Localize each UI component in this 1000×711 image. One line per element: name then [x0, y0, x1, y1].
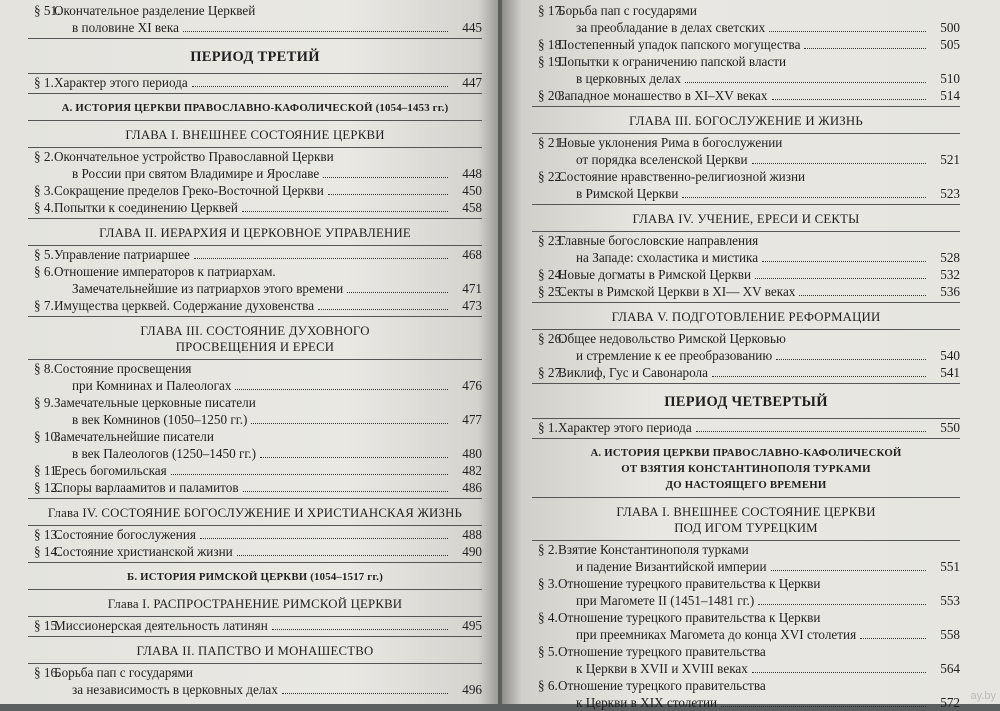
toc-block: [532, 106, 960, 202]
entry-title-line: Сокращение пределов Греко-Восточной Церкви: [54, 183, 324, 198]
toc-block: [28, 2, 482, 36]
page-number: 450: [462, 183, 482, 198]
section-heading: ПЕРИОД ЧЕТВЕРТЫЙ: [664, 394, 828, 410]
toc-entry[interactable]: [28, 2, 482, 36]
paragraph-number: § 12.: [34, 480, 61, 495]
toc-entry[interactable]: [532, 168, 960, 202]
entry-title-line: при Комнинах и Палеологах: [72, 378, 232, 393]
entry-title-line: Миссионерская деятельность латинян: [54, 618, 268, 633]
section-rule: [532, 106, 960, 107]
entry-title-line: Отношение турецкого правительства: [558, 644, 766, 659]
dot-leader: [171, 474, 448, 475]
page-number: 550: [940, 420, 960, 435]
section-heading: Б. ИСТОРИЯ РИМСКОЙ ЦЕРКВИ (1054–1517 гг.): [126, 571, 383, 583]
toc-entry[interactable]: [532, 2, 960, 36]
toc-entry[interactable]: [28, 148, 482, 182]
page-number: 486: [462, 480, 482, 495]
paragraph-number: § 11.: [34, 463, 60, 478]
section-heading: ГЛАВА II. ПАПСТВО И МОНАШЕСТВО: [136, 644, 374, 658]
section-rule: [532, 302, 960, 303]
dot-leader: [752, 672, 926, 673]
paragraph-number: § 16.: [34, 665, 61, 680]
entry-title-line: Замечательные церковные писатели: [54, 395, 256, 410]
toc-entry[interactable]: [532, 36, 960, 53]
entry-title-line: Новые догматы в Римской Церкви: [558, 267, 752, 282]
dot-leader: [183, 31, 448, 32]
page-number: 558: [940, 627, 960, 642]
left-page: [0, 0, 498, 704]
entry-title-line: Западное монашество в XI–XV веках: [558, 88, 768, 103]
left-toc: [28, 2, 482, 698]
entry-title-line: Окончательное устройство Православной Церкви: [54, 149, 334, 164]
entry-title-line: на Западе: схоластика и мистика: [576, 250, 759, 265]
toc-entry[interactable]: [532, 575, 960, 609]
entry-title-line: Состояние нравственно-религиозной жизни: [558, 169, 806, 184]
entry-title-line: Борьба пап с государями: [54, 665, 193, 680]
toc-block: [532, 302, 960, 381]
dot-leader: [772, 99, 927, 100]
section-rule: [28, 562, 482, 563]
dot-leader: [200, 538, 448, 539]
page-number: 521: [940, 152, 960, 167]
entry-title-line: от порядка вселенской Церкви: [576, 152, 748, 167]
dot-leader: [251, 423, 448, 424]
paragraph-number: § 26.: [538, 331, 565, 346]
dot-leader: [235, 389, 448, 390]
page-number: 564: [940, 661, 960, 676]
dot-leader: [347, 292, 448, 293]
paragraph-number: § 20.: [538, 88, 565, 103]
section-heading: А. ИСТОРИЯ ЦЕРКВИ ПРАВОСЛАВНО-КАФОЛИЧЕСКОЙ (1054–1453 гг.): [61, 102, 449, 114]
toc-entry[interactable]: [28, 617, 482, 634]
toc-block: [28, 636, 482, 698]
page-number: 445: [462, 20, 482, 35]
dot-leader: [762, 261, 926, 262]
section-rule: [28, 498, 482, 499]
toc-block: [28, 38, 482, 91]
dot-leader: [682, 197, 926, 198]
toc-entry[interactable]: [532, 87, 960, 104]
dot-leader: [194, 258, 448, 259]
entry-title-line: Секты в Римской Церкви в XI— XV веках: [558, 284, 796, 299]
paragraph-number: § 27.: [538, 365, 565, 380]
dot-leader: [712, 376, 926, 377]
page-number: 536: [940, 284, 960, 299]
page-number: 495: [462, 618, 482, 633]
paragraph-number: § 8.: [34, 361, 54, 376]
toc-block: [532, 438, 960, 493]
entry-title-line: в церковных делах: [576, 71, 681, 86]
dot-leader: [328, 194, 448, 195]
entry-title-line: в век Комнинов (1050–1250 гг.): [72, 412, 248, 427]
paragraph-number: § 4.: [538, 610, 558, 625]
dot-leader: [323, 177, 448, 178]
toc-block: [28, 589, 482, 634]
entry-title-line: и падение Византийской империи: [576, 559, 767, 574]
section-heading: ГЛАВА III. БОГОСЛУЖЕНИЕ И ЖИЗНЬ: [629, 114, 863, 128]
entry-title-line: и стремление к ее преобразованию: [576, 348, 773, 363]
section-heading: ГЛАВА III. СОСТОЯНИЕ ДУХОВНОГО ПРОСВЕЩЕНИЯ И ЕРЕСИ: [140, 324, 370, 354]
entry-title-line: Виклиф, Гус и Савонарола: [558, 365, 708, 380]
toc-block: [532, 204, 960, 300]
page-number: 480: [462, 446, 482, 461]
entry-title-line: Главные богословские направления: [558, 233, 759, 248]
page-number: 528: [940, 250, 960, 265]
paragraph-number: § 2.: [538, 542, 558, 557]
paragraph-number: § 17.: [538, 3, 565, 18]
paragraph-number: § 5.: [34, 247, 54, 262]
toc-entry[interactable]: [28, 199, 482, 216]
dot-leader: [776, 359, 926, 360]
toc-entry[interactable]: [532, 266, 960, 283]
entry-title-line: за независимость в церковных делах: [72, 682, 278, 697]
toc-entry[interactable]: [532, 609, 960, 643]
entry-title-line: Борьба пап с государями: [558, 3, 697, 18]
paragraph-number: § 6.: [34, 264, 54, 279]
entry-title-line: Замечательнейшие из патриархов этого времени: [72, 281, 344, 296]
paragraph-number: § 21.: [538, 135, 565, 150]
paragraph-number: § 9.: [34, 395, 54, 410]
page-number: 458: [462, 200, 482, 215]
dot-leader: [242, 211, 448, 212]
section-rule: [532, 438, 960, 439]
paragraph-number: § 22.: [538, 169, 565, 184]
entry-title-line: при преемниках Магомета до конца XVI столетия: [576, 627, 857, 642]
entry-title-line: в век Палеологов (1250–1450 гг.): [72, 446, 256, 461]
toc-entry[interactable]: [28, 462, 482, 479]
entry-title-line: Попытки к ограничению папской власти: [558, 54, 787, 69]
toc-entry[interactable]: [28, 394, 482, 428]
paragraph-number: § 7.: [34, 298, 54, 313]
entry-title-line: Попытки к соединению Церквей: [54, 200, 238, 215]
toc-entry[interactable]: [28, 246, 482, 263]
section-rule: [28, 38, 482, 39]
toc-entry[interactable]: [532, 419, 960, 436]
page-number: 447: [462, 75, 482, 90]
dot-leader: [282, 693, 448, 694]
dot-leader: [685, 82, 926, 83]
toc-block: [28, 93, 482, 116]
page-number: 500: [940, 20, 960, 35]
entry-title-line: в половине XI века: [72, 20, 179, 35]
watermark: ay.by: [970, 690, 996, 702]
page-number: 473: [462, 298, 482, 313]
entry-title-line: к Церкви в XVII и XVIII веках: [576, 661, 748, 676]
page-number: 540: [940, 348, 960, 363]
entry-title-line: Отношение турецкого правительства: [558, 678, 766, 693]
entry-title-line: при Магомете II (1451–1481 гг.): [576, 593, 755, 608]
entry-title-line: Отношение турецкого правительства к Церкви: [558, 610, 821, 625]
toc-entry[interactable]: [28, 360, 482, 394]
entry-title-line: Характер этого периода: [558, 420, 692, 435]
page-number: 532: [940, 267, 960, 282]
toc-block: [28, 498, 482, 560]
dot-leader: [755, 278, 926, 279]
section-heading: Глава IV. СОСТОЯНИЕ БОГОСЛУЖЕНИЕ И ХРИСТИАНСКАЯ ЖИЗНЬ: [47, 506, 463, 520]
toc-entry[interactable]: [28, 428, 482, 462]
toc-entry[interactable]: [28, 479, 482, 496]
dot-leader: [769, 31, 926, 32]
page-number: 488: [462, 527, 482, 542]
section-rule: [28, 316, 482, 317]
entry-title-line: Состояние богослужения: [54, 527, 196, 542]
dot-leader: [721, 706, 926, 707]
section-rule: [28, 120, 482, 121]
paragraph-number: § 4.: [34, 200, 54, 215]
section-rule: [28, 218, 482, 219]
paragraph-number: § 19.: [538, 54, 565, 69]
paragraph-number: § 14.: [34, 544, 61, 559]
toc-entry[interactable]: [532, 232, 960, 266]
entry-title-line: Состояние христианской жизни: [54, 544, 233, 559]
entry-title-line: Общее недовольство Римской Церковью: [558, 331, 786, 346]
dot-leader: [758, 604, 926, 605]
page-number: 553: [940, 593, 960, 608]
dot-leader: [799, 295, 926, 296]
toc-entry[interactable]: [28, 74, 482, 91]
section-heading: ГЛАВА II. ИЕРАРХИЯ И ЦЕРКОВНОЕ УПРАВЛЕНИЕ: [99, 226, 411, 240]
entry-title-line: к Церкви в XIX столетии: [576, 695, 718, 710]
dot-leader: [318, 309, 448, 310]
entry-title-line: Окончательное разделение Церквей: [54, 3, 256, 18]
paragraph-number: § 3.: [34, 183, 54, 198]
section-heading: ПЕРИОД ТРЕТИЙ: [190, 49, 320, 65]
dot-leader: [272, 629, 448, 630]
entry-title-line: Состояние просвещения: [54, 361, 192, 376]
paragraph-number: § 6.: [538, 678, 558, 693]
page-number: 541: [940, 365, 960, 380]
entry-title-line: Постепенный упадок папского могущества: [558, 37, 801, 52]
section-heading: Глава I. РАСПРОСТРАНЕНИЕ РИМСКОЙ ЦЕРКВИ: [107, 597, 403, 611]
toc-entry[interactable]: [28, 263, 482, 297]
toc-block: [28, 218, 482, 314]
toc-entry[interactable]: [28, 526, 482, 543]
paragraph-number: § 24.: [538, 267, 565, 282]
paragraph-number: § 1.: [538, 420, 558, 435]
page-number: 505: [940, 37, 960, 52]
dot-leader: [752, 163, 926, 164]
page-number: 448: [462, 166, 482, 181]
paragraph-number: § 51.: [34, 3, 61, 18]
toc-entry[interactable]: [532, 643, 960, 677]
section-rule: [28, 589, 482, 590]
page-number: 476: [462, 378, 482, 393]
entry-title-line: Управление патриаршее: [54, 247, 190, 262]
toc-entry[interactable]: [28, 182, 482, 199]
paragraph-number: § 15.: [34, 618, 61, 633]
paragraph-number: § 2.: [34, 149, 54, 164]
dot-leader: [771, 570, 926, 571]
paragraph-number: § 1.: [34, 75, 54, 90]
page-number: 572: [940, 695, 960, 710]
entry-title-line: Замечательнейшие писатели: [54, 429, 214, 444]
entry-title-line: Отношение императоров к патриархам.: [54, 264, 276, 279]
entry-title-line: Споры варлаамитов и паламитов: [54, 480, 239, 495]
entry-title-line: Ересь богомильская: [54, 463, 167, 478]
entry-title-line: Взятие Константинополя турками: [558, 542, 749, 557]
toc-entry[interactable]: [28, 664, 482, 698]
entry-title-line: в России при святом Владимире и Ярославе: [72, 166, 320, 181]
section-heading: ГЛАВА IV. УЧЕНИЕ, ЕРЕСИ И СЕКТЫ: [632, 212, 860, 226]
section-rule: [532, 497, 960, 498]
toc-entry[interactable]: [532, 53, 960, 87]
entry-title-line: Имущества церквей. Содержание духовенства: [54, 298, 315, 313]
paragraph-number: § 3.: [538, 576, 558, 591]
section-rule: [532, 204, 960, 205]
section-heading: ГЛАВА I. ВНЕШНЕЕ СОСТОЯНИЕ ЦЕРКВИ ПОД ИГОМ ТУРЕЦКИМ: [616, 505, 876, 535]
page-number: 482: [462, 463, 482, 478]
dot-leader: [192, 86, 448, 87]
entry-title-line: Характер этого периода: [54, 75, 188, 90]
paragraph-number: § 5.: [538, 644, 558, 659]
section-rule: [28, 636, 482, 637]
paragraph-number: § 25.: [538, 284, 565, 299]
dot-leader: [860, 638, 926, 639]
toc-entry[interactable]: [532, 364, 960, 381]
toc-block: [28, 316, 482, 496]
section-heading: ГЛАВА V. ПОДГОТОВЛЕНИЕ РЕФОРМАЦИИ: [611, 310, 881, 324]
toc-entry[interactable]: [532, 134, 960, 168]
page-number: 510: [940, 71, 960, 86]
toc-entry[interactable]: [28, 297, 482, 314]
section-rule: [28, 93, 482, 94]
toc-entry[interactable]: [532, 677, 960, 711]
paragraph-number: § 13.: [34, 527, 61, 542]
right-page: [502, 0, 1000, 710]
toc-block: [532, 383, 960, 436]
toc-block: [532, 497, 960, 711]
paragraph-number: § 10.: [34, 429, 61, 444]
section-rule: [532, 383, 960, 384]
page-number: 468: [462, 247, 482, 262]
page-number: 477: [462, 412, 482, 427]
page-number: 490: [462, 544, 482, 559]
page-number: 496: [462, 682, 482, 697]
page-number: 514: [940, 88, 960, 103]
toc-entry[interactable]: [532, 283, 960, 300]
page-number: 551: [940, 559, 960, 574]
dot-leader: [696, 431, 926, 432]
right-toc: [532, 2, 960, 711]
toc-block: [28, 562, 482, 585]
entry-title-line: Новые уклонения Рима в богослужении: [558, 135, 783, 150]
paragraph-number: § 18.: [538, 37, 565, 52]
toc-entry[interactable]: [532, 541, 960, 575]
entry-title-line: в Римской Церкви: [576, 186, 679, 201]
dot-leader: [804, 48, 926, 49]
toc-block: [28, 120, 482, 216]
dot-leader: [260, 457, 448, 458]
entry-title-line: Отношение турецкого правительства к Церкви: [558, 576, 821, 591]
toc-entry[interactable]: [28, 543, 482, 560]
paragraph-number: § 23.: [538, 233, 565, 248]
toc-block: [532, 2, 960, 104]
section-heading: ГЛАВА I. ВНЕШНЕЕ СОСТОЯНИЕ ЦЕРКВИ: [125, 128, 385, 142]
entry-title-line: за преобладание в делах светских: [576, 20, 766, 35]
page-number: 471: [462, 281, 482, 296]
section-heading: А. ИСТОРИЯ ЦЕРКВИ ПРАВОСЛАВНО-КАФОЛИЧЕСКОЙ ОТ ВЗЯТИЯ КОНСТАНТИНОПОЛЯ ТУРКАМИ ДО НАСТОЯЩЕГО ВРЕМЕНИ: [590, 447, 902, 491]
dot-leader: [237, 555, 448, 556]
page-number: 523: [940, 186, 960, 201]
toc-entry[interactable]: [532, 330, 960, 364]
dot-leader: [243, 491, 448, 492]
